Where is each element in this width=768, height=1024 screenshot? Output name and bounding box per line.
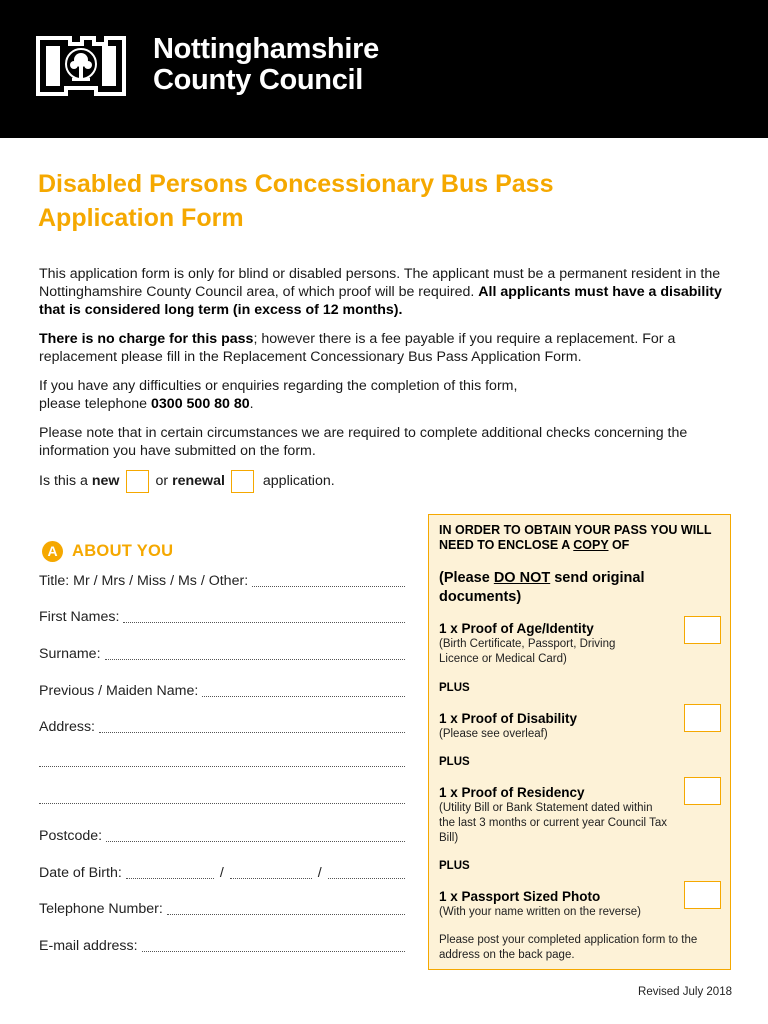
requirements-panel <box>428 514 731 970</box>
or-label: or <box>155 473 169 489</box>
application-type-suffix: application. <box>262 473 335 489</box>
previous-name-label: Previous / Maiden Name: <box>39 683 199 699</box>
charge-bold-text: There is no charge for this pass <box>39 331 254 347</box>
charge-text: ; however there is a fee payable if you require a replacement. For a replacement please fill in the Replacement Concessionary Bus Pass Application Form. <box>39 331 676 365</box>
proof-of-disability-checkbox[interactable] <box>684 704 721 732</box>
intro-paragraph-eligibility <box>39 265 731 319</box>
application-type-prefix: Is this a <box>39 473 92 489</box>
dob-month-input[interactable] <box>230 865 312 879</box>
subheading-post: send original documents) <box>439 570 645 605</box>
requirements-heading-pre: IN ORDER TO OBTAIN YOUR PASS YOU WILL NEED TO ENCLOSE A <box>439 523 712 552</box>
page-title-line2: Application Form <box>38 204 244 232</box>
title-input[interactable] <box>252 573 405 587</box>
plus-label-2: PLUS <box>439 756 470 768</box>
dob-label: Date of Birth: <box>39 865 122 881</box>
address-field <box>39 716 405 736</box>
eligibility-bold-text: All applicants must have a disability that is considered long term (in excess of 12 months). <box>39 284 722 318</box>
enquiries-phone: 0300 500 80 80 <box>151 396 250 412</box>
subheading-do-not: DO NOT <box>493 570 551 586</box>
postcode-input[interactable] <box>106 828 405 842</box>
postcode-label: Postcode: <box>39 828 103 844</box>
subheading-pre: (Please <box>439 570 494 586</box>
surname-field <box>39 643 405 663</box>
enquiries-suffix: . <box>249 396 254 412</box>
requirements-heading <box>439 523 724 553</box>
requirement-title: 1 x Proof of Disability <box>439 711 578 726</box>
requirements-footer: Please post your completed application form to the address on the back page. <box>439 934 698 961</box>
telephone-field <box>39 898 405 918</box>
date-of-birth-field <box>39 862 405 882</box>
requirement-title: 1 x Proof of Residency <box>439 785 585 800</box>
plus-label-1: PLUS <box>439 682 470 694</box>
intro-paragraph-checks <box>39 424 731 460</box>
proof-of-age-checkbox[interactable] <box>684 616 721 644</box>
dob-separator-2: / <box>317 865 322 881</box>
previous-name-input[interactable] <box>202 683 405 697</box>
requirement-item-age <box>439 621 669 667</box>
surname-input[interactable] <box>105 646 405 660</box>
telephone-label: Telephone Number: <box>39 901 163 917</box>
header-banner <box>0 0 768 138</box>
new-label: new <box>91 473 120 489</box>
surname-label: Surname: <box>39 646 101 662</box>
requirement-item-disability <box>439 711 669 742</box>
address-label: Address: <box>39 719 95 735</box>
dob-separator-1: / <box>219 865 224 881</box>
plus-label-3: PLUS <box>439 860 470 872</box>
new-checkbox[interactable] <box>126 470 149 493</box>
section-a-title: ABOUT YOU <box>72 542 174 560</box>
requirements-heading-copy: COPY <box>573 538 609 552</box>
page-title <box>38 167 738 235</box>
enquiries-prefix: please telephone <box>39 396 152 412</box>
renewal-label: renewal <box>172 473 225 489</box>
section-a-heading <box>42 541 173 562</box>
revision-date: Revised July 2018 <box>638 986 732 998</box>
eligibility-text: This application form is only for blind or disabled persons. The applicant must be a permanent resident in the Nottinghamshire County Council area, of which proof will be required. <box>39 266 721 300</box>
checks-text: Please note that in certain circumstances we are required to complete additional checks concerning the information you have submitted on the form. <box>39 425 688 459</box>
requirement-title: 1 x Proof of Age/Identity <box>439 621 594 636</box>
enquiries-line1: If you have any difficulties or enquiries regarding the completion of this form, <box>39 378 518 394</box>
organisation-name-line2: County Council <box>153 64 364 96</box>
renewal-checkbox[interactable] <box>231 470 254 493</box>
requirement-description: (Utility Bill or Bank Statement dated within the last 3 months or current year Council Tax Bill) <box>439 802 667 844</box>
requirement-description: (Please see overleaf) <box>439 728 548 740</box>
requirements-heading-post: OF <box>608 538 630 552</box>
requirement-description: (Birth Certificate, Passport, Driving Licence or Medical Card) <box>439 638 616 665</box>
section-a-badge: A <box>42 541 63 562</box>
requirement-title: 1 x Passport Sized Photo <box>439 889 601 904</box>
address-input-line1[interactable] <box>99 719 405 733</box>
requirement-item-photo <box>439 889 669 920</box>
requirement-description: (With your name written on the reverse) <box>439 906 641 918</box>
council-crest-icon <box>36 36 126 96</box>
first-names-field <box>39 606 405 626</box>
organisation-name <box>153 34 379 96</box>
telephone-input[interactable] <box>167 901 405 915</box>
passport-photo-checkbox[interactable] <box>684 881 721 909</box>
title-field <box>39 570 405 590</box>
dob-year-input[interactable] <box>328 865 405 879</box>
proof-of-residency-checkbox[interactable] <box>684 777 721 805</box>
dob-day-input[interactable] <box>126 865 214 879</box>
previous-name-field <box>39 680 405 700</box>
intro-paragraph-enquiries <box>39 377 731 413</box>
requirements-subheading <box>439 569 724 607</box>
first-names-input[interactable] <box>123 609 405 623</box>
address-input-line3[interactable] <box>39 803 405 804</box>
email-input[interactable] <box>142 938 405 952</box>
title-label: Title: Mr / Mrs / Miss / Ms / Other: <box>39 573 249 589</box>
email-label: E-mail address: <box>39 938 138 954</box>
application-type-row <box>39 469 335 493</box>
email-field <box>39 935 405 955</box>
page-title-line1: Disabled Persons Concessionary Bus Pass <box>38 170 554 198</box>
organisation-name-line1: Nottinghamshire <box>153 33 379 65</box>
intro-paragraph-charge <box>39 330 731 366</box>
requirement-item-residency <box>439 785 669 846</box>
postcode-field <box>39 825 405 845</box>
address-input-line2[interactable] <box>39 766 405 767</box>
first-names-label: First Names: <box>39 609 120 625</box>
